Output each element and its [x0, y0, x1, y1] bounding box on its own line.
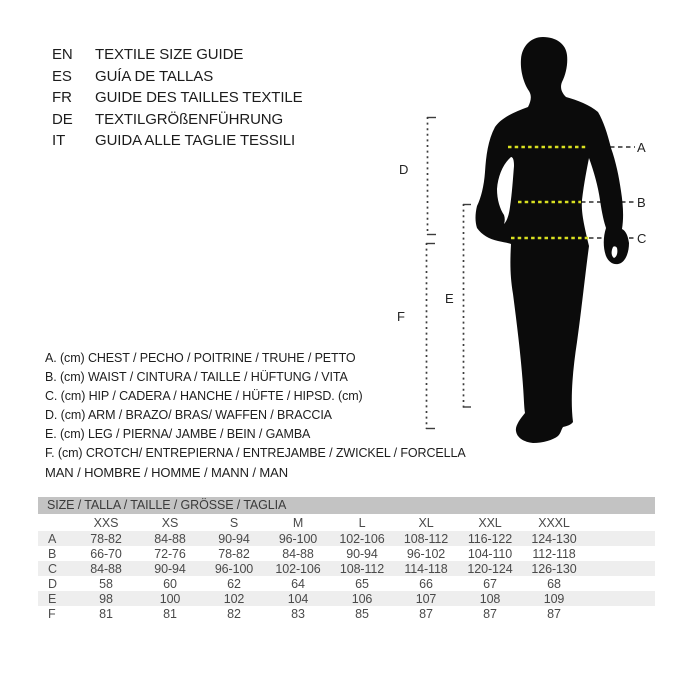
size-value-cell: 108-112	[339, 561, 385, 576]
size-value-cell: 90-94	[154, 561, 186, 576]
size-value-cell: 65	[355, 576, 369, 591]
size-column-header: XXL	[478, 515, 502, 530]
size-value-cell: 102-106	[339, 531, 385, 546]
row-label: D	[48, 576, 57, 591]
size-value-cell: 102	[223, 591, 245, 606]
legend-row: A. (cm) CHEST / PECHO / POITRINE / TRUHE / PETTO	[45, 351, 356, 365]
size-value-cell: 67	[483, 576, 497, 591]
corner-cell	[38, 514, 74, 531]
filler-cell	[586, 576, 655, 591]
size-value-cell: 84-88	[154, 531, 186, 546]
measurement-legend	[45, 349, 466, 463]
row-label: E	[48, 591, 57, 606]
man-silhouette	[476, 37, 630, 443]
size-value-cell: 100	[159, 591, 181, 606]
size-value-cell: 116-122	[467, 531, 513, 546]
size-column-header: XXS	[93, 515, 119, 530]
language-title: GUÍA DE TALLAS	[95, 67, 214, 85]
size-value-cell: 87	[419, 606, 433, 621]
size-value-cell: 85	[355, 606, 369, 621]
row-label: A	[48, 531, 57, 546]
size-value-cell: 82	[227, 606, 241, 621]
size-value-cell: 126-130	[531, 561, 577, 576]
row-label: F	[48, 606, 56, 621]
size-column-header: XS	[161, 515, 179, 530]
language-code: IT	[52, 132, 66, 150]
size-column-header: S	[229, 515, 239, 530]
size-value-cell: 66-70	[90, 546, 122, 561]
size-value-cell: 84-88	[282, 546, 314, 561]
size-value-cell: 78-82	[90, 531, 122, 546]
size-value-cell: 124-130	[531, 531, 577, 546]
size-value-cell: 107	[415, 591, 437, 606]
language-code: EN	[52, 46, 73, 63]
table-row	[38, 546, 655, 561]
legend-row: B. (cm) WAIST / CINTURA / TAILLE / HÜFTUNG / VITA	[45, 370, 348, 384]
size-table	[38, 514, 655, 621]
filler-cell	[586, 514, 655, 531]
size-value-cell: 83	[291, 606, 305, 621]
size-value-cell: 96-100	[214, 561, 254, 576]
size-column-header: XL	[418, 515, 434, 530]
size-value-cell: 81	[99, 606, 113, 621]
filler-cell	[586, 591, 655, 606]
label-hip-c: C	[637, 231, 647, 246]
size-value-cell: 66	[419, 576, 433, 591]
size-column-header: M	[292, 515, 304, 530]
size-value-cell: 112-118	[532, 546, 576, 561]
legend-row: F. (cm) CROTCH/ ENTREPIERNA / ENTREJAMBE / ZWICKEL / FORCELLA	[45, 446, 466, 460]
size-value-cell: 78-82	[218, 546, 250, 561]
table-row	[38, 591, 655, 606]
size-value-cell: 102-106	[275, 561, 321, 576]
table-row	[38, 606, 655, 621]
size-table-header-row	[38, 514, 655, 531]
label-chest-a: A	[637, 140, 646, 155]
row-label: C	[48, 561, 57, 576]
size-value-cell: 96-102	[406, 546, 446, 561]
language-code: FR	[52, 89, 72, 107]
gender-line: MAN / HOMBRE / HOMME / MANN / MAN	[45, 465, 288, 480]
row-label: B	[48, 546, 57, 561]
filler-cell	[586, 561, 655, 576]
size-value-cell: 109	[543, 591, 565, 606]
filler-cell	[586, 546, 655, 561]
size-value-cell: 108-112	[403, 531, 449, 546]
language-title: TEXTILGRÖßENFÜHRUNG	[95, 110, 284, 128]
size-value-cell: 68	[547, 576, 561, 591]
language-code: ES	[52, 67, 72, 85]
size-table-section	[38, 497, 655, 621]
size-value-cell: 104-110	[467, 546, 513, 561]
filler-cell	[586, 606, 655, 621]
size-value-cell: 58	[99, 576, 113, 591]
label-leg-e: E	[445, 291, 454, 306]
size-value-cell: 81	[163, 606, 177, 621]
table-row	[38, 531, 655, 546]
size-value-cell: 84-88	[90, 561, 122, 576]
label-waist-b: B	[637, 195, 646, 210]
size-value-cell: 87	[547, 606, 561, 621]
label-arm-d: D	[399, 162, 409, 177]
size-value-cell: 60	[163, 576, 177, 591]
language-title: GUIDA ALLE TAGLIE TESSILI	[95, 132, 296, 150]
size-value-cell: 87	[483, 606, 497, 621]
size-value-cell: 64	[291, 576, 305, 591]
legend-row: C. (cm) HIP / CADERA / HANCHE / HÜFTE / HIPSD. (cm)	[45, 389, 363, 403]
size-value-cell: 62	[227, 576, 241, 591]
table-row	[38, 576, 655, 591]
label-crotch-f: F	[397, 309, 405, 324]
size-column-header: XXXL	[538, 515, 570, 530]
size-value-cell: 90-94	[346, 546, 378, 561]
size-value-cell: 90-94	[218, 531, 250, 546]
size-value-cell: 96-100	[278, 531, 318, 546]
size-value-cell: 106	[351, 591, 373, 606]
legend-row: E. (cm) LEG / PIERNA/ JAMBE / BEIN / GAMBA	[45, 427, 311, 441]
language-title: TEXTILE SIZE GUIDE	[95, 46, 244, 63]
size-value-cell: 72-76	[154, 546, 186, 561]
language-title: GUIDE DES TAILLES TEXTILE	[95, 89, 303, 107]
size-value-cell: 120-124	[467, 561, 513, 576]
size-value-cell: 104	[287, 591, 309, 606]
filler-cell	[586, 531, 655, 546]
size-table-title: SIZE / TALLA / TAILLE / GRÖSSE / TAGLIA	[38, 497, 655, 514]
size-value-cell: 114-118	[404, 561, 448, 576]
legend-row: D. (cm) ARM / BRAZO/ BRAS/ WAFFEN / BRACCIA	[45, 408, 332, 422]
size-column-header: L	[358, 515, 366, 530]
size-value-cell: 98	[99, 591, 113, 606]
size-value-cell: 108	[479, 591, 501, 606]
table-row	[38, 561, 655, 576]
language-code: DE	[52, 110, 73, 128]
